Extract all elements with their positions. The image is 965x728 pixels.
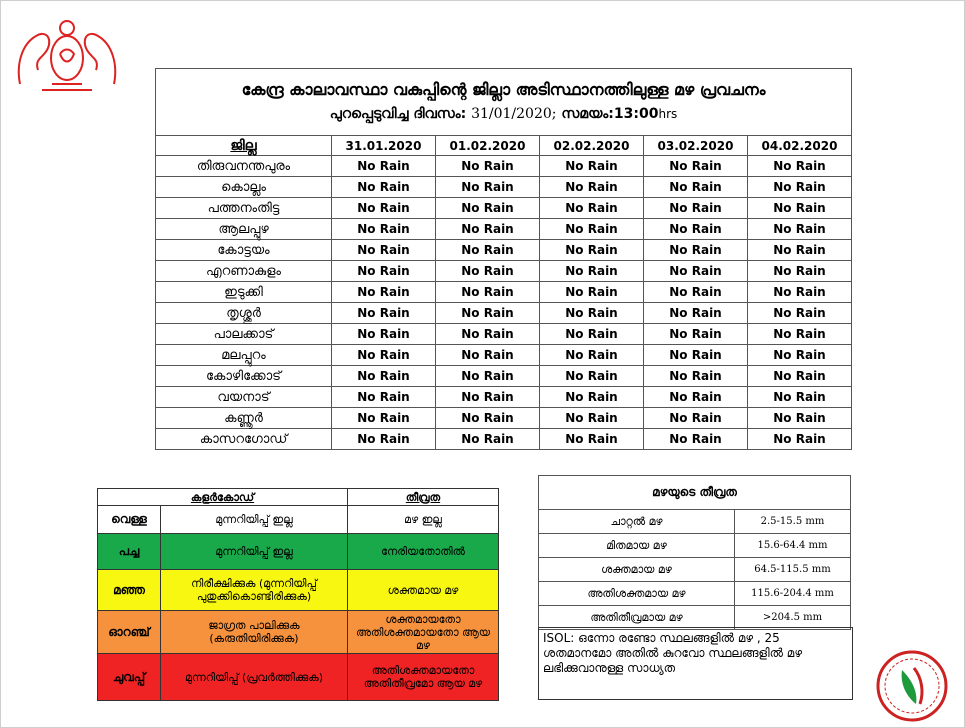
forecast-value: No Rain: [748, 324, 852, 345]
forecast-value: No Rain: [332, 366, 436, 387]
forecast-value: No Rain: [436, 303, 540, 324]
forecast-value: No Rain: [540, 240, 644, 261]
forecast-value: No Rain: [332, 408, 436, 429]
forecast-value: No Rain: [644, 408, 748, 429]
forecast-row: [156, 366, 852, 387]
forecast-value: No Rain: [748, 219, 852, 240]
forecast-value: No Rain: [540, 198, 644, 219]
forecast-value: No Rain: [436, 387, 540, 408]
intensity-range: 15.6-64.4 mm: [735, 534, 851, 558]
forecast-value: No Rain: [540, 324, 644, 345]
forecast-table: [155, 68, 852, 450]
forecast-value: No Rain: [644, 240, 748, 261]
forecast-header-row: [156, 136, 852, 156]
forecast-value: No Rain: [644, 324, 748, 345]
forecast-value: No Rain: [748, 240, 852, 261]
severity-header: തീവ്രത: [348, 489, 499, 506]
district-name: കണ്ണൂർ: [156, 408, 332, 429]
intensity-row: [539, 534, 851, 558]
forecast-row: [156, 219, 852, 240]
district-name: ഇടുക്കി: [156, 282, 332, 303]
color-row-yellow: [98, 570, 499, 611]
forecast-value: No Rain: [332, 324, 436, 345]
intensity-label: ശക്തമായ മഴ: [539, 558, 735, 582]
forecast-value: No Rain: [540, 156, 644, 177]
color-name: പച്ച: [98, 534, 161, 570]
color-meaning: ജാഗ്രത പാലിക്കുക (കരുതിയിരിക്കുക): [161, 611, 348, 654]
forecast-value: No Rain: [436, 345, 540, 366]
color-row-orange: [98, 611, 499, 654]
forecast-value: No Rain: [748, 408, 852, 429]
color-code-table: [97, 488, 499, 701]
color-name: ചുവപ്പ്: [98, 654, 161, 701]
forecast-row: [156, 345, 852, 366]
intensity-table: [538, 475, 851, 630]
forecast-value: No Rain: [332, 261, 436, 282]
district-name: തൃശ്ശൂർ: [156, 303, 332, 324]
intensity-label: ചാറ്റൽ മഴ: [539, 510, 735, 534]
forecast-value: No Rain: [436, 156, 540, 177]
district-name: ആലപ്പുഴ: [156, 219, 332, 240]
intensity-range: 115.6-204.4 mm: [735, 582, 851, 606]
date-column-header: 01.02.2020: [436, 136, 540, 156]
time-unit: hrs: [658, 107, 678, 121]
forecast-value: No Rain: [644, 219, 748, 240]
forecast-value: No Rain: [332, 282, 436, 303]
forecast-value: No Rain: [540, 219, 644, 240]
intensity-label: മിതമായ മഴ: [539, 534, 735, 558]
district-column-header: ജില്ല: [156, 136, 332, 156]
issued-line: [156, 102, 851, 126]
date-column-header: 03.02.2020: [644, 136, 748, 156]
intensity-row: [539, 558, 851, 582]
forecast-row: [156, 303, 852, 324]
forecast-value: No Rain: [748, 198, 852, 219]
color-meaning: മുന്നറിയിപ്പ് (പ്രവർത്തിക്കുക): [161, 654, 348, 701]
intensity-range: 64.5-115.5 mm: [735, 558, 851, 582]
district-name: കൊല്ലം: [156, 177, 332, 198]
color-row-green: [98, 534, 499, 570]
intensity-row: [539, 606, 851, 630]
forecast-row: [156, 282, 852, 303]
forecast-value: No Rain: [436, 240, 540, 261]
issued-date: 31/01/2020;: [471, 106, 557, 122]
forecast-value: No Rain: [332, 156, 436, 177]
forecast-value: No Rain: [644, 282, 748, 303]
forecast-value: No Rain: [436, 429, 540, 450]
color-meaning: മുന്നറിയിപ്പ് ഇല്ല: [161, 506, 348, 534]
forecast-value: No Rain: [644, 345, 748, 366]
forecast-value: No Rain: [644, 429, 748, 450]
intensity-row: [539, 582, 851, 606]
forecast-value: No Rain: [748, 345, 852, 366]
forecast-value: No Rain: [748, 387, 852, 408]
forecast-value: No Rain: [436, 408, 540, 429]
isol-note: ISOL: ഒന്നോ രണ്ടോ സ്ഥലങ്ങളിൽ മഴ , 25 ശതമാനമോ അതിൽ കുറവോ സ്ഥലങ്ങളിൽ മഴ ലഭിക്കുവാനുള്ള സാധ്യത: [538, 627, 853, 700]
color-row-white: [98, 506, 499, 534]
color-name: മഞ്ഞ: [98, 570, 161, 611]
forecast-row: [156, 198, 852, 219]
forecast-value: No Rain: [436, 219, 540, 240]
forecast-value: No Rain: [748, 177, 852, 198]
district-name: കോഴിക്കോട്: [156, 366, 332, 387]
forecast-value: No Rain: [644, 303, 748, 324]
color-name: വെള്ള: [98, 506, 161, 534]
district-name: വയനാട്: [156, 387, 332, 408]
district-name: കോട്ടയം: [156, 240, 332, 261]
forecast-value: No Rain: [644, 366, 748, 387]
district-name: കാസറഗോഡ്: [156, 429, 332, 450]
date-column-header: 31.01.2020: [332, 136, 436, 156]
forecast-value: No Rain: [436, 177, 540, 198]
color-severity: ശക്തമായതോ അതിശക്തമായതോ ആയ മഴ: [348, 611, 499, 654]
forecast-value: No Rain: [748, 366, 852, 387]
forecast-value: No Rain: [644, 261, 748, 282]
forecast-value: No Rain: [644, 387, 748, 408]
color-code-header: കളർകോഡ്: [98, 489, 348, 506]
forecast-row: [156, 156, 852, 177]
forecast-value: No Rain: [436, 198, 540, 219]
forecast-value: No Rain: [540, 366, 644, 387]
time-value: 13:00: [613, 106, 659, 122]
forecast-value: No Rain: [332, 198, 436, 219]
color-meaning: നിരീക്ഷിക്കുക (മുന്നറിയിപ്പ് പുതുക്കികൊണ്ടിരിക്കുക): [161, 570, 348, 611]
time-label: സമയം:: [561, 106, 614, 122]
forecast-value: No Rain: [540, 408, 644, 429]
forecast-value: No Rain: [436, 261, 540, 282]
forecast-value: No Rain: [540, 177, 644, 198]
color-severity: നേരിയതോതിൽ: [348, 534, 499, 570]
page-title: കേന്ദ്ര കാലാവസ്ഥാ വകുപ്പിന്റെ ജില്ലാ അടിസ്ഥാനത്തിലുള്ള മഴ പ്രവചനം: [241, 80, 766, 99]
forecast-value: No Rain: [748, 303, 852, 324]
color-row-red: [98, 654, 499, 701]
forecast-row: [156, 429, 852, 450]
district-name: തിരുവനന്തപുരം: [156, 156, 332, 177]
district-name: എറണാകുളം: [156, 261, 332, 282]
forecast-value: No Rain: [332, 345, 436, 366]
forecast-value: No Rain: [748, 156, 852, 177]
forecast-value: No Rain: [332, 429, 436, 450]
intensity-label: അതിശക്തമായ മഴ: [539, 582, 735, 606]
forecast-value: No Rain: [748, 429, 852, 450]
forecast-value: No Rain: [332, 240, 436, 261]
color-meaning: മുന്നറിയിപ്പ് ഇല്ല: [161, 534, 348, 570]
forecast-value: No Rain: [436, 282, 540, 303]
forecast-row: [156, 240, 852, 261]
intensity-title: മഴയുടെ തീവ്രത: [539, 476, 851, 510]
forecast-row: [156, 177, 852, 198]
forecast-row: [156, 408, 852, 429]
forecast-row: [156, 387, 852, 408]
color-name: ഓറഞ്ച്: [98, 611, 161, 654]
forecast-value: No Rain: [436, 324, 540, 345]
forecast-value: No Rain: [436, 366, 540, 387]
color-severity: മഴ ഇല്ല: [348, 506, 499, 534]
forecast-value: No Rain: [332, 303, 436, 324]
intensity-range: >204.5 mm: [735, 606, 851, 630]
forecast-value: No Rain: [644, 156, 748, 177]
date-column-header: 04.02.2020: [748, 136, 852, 156]
forecast-value: No Rain: [540, 303, 644, 324]
district-name: പത്തനംതിട്ട: [156, 198, 332, 219]
color-severity: ശക്തമായ മഴ: [348, 570, 499, 611]
forecast-value: No Rain: [748, 261, 852, 282]
intensity-label: അതിതീവ്രമായ മഴ: [539, 606, 735, 630]
forecast-row: [156, 261, 852, 282]
forecast-value: No Rain: [540, 429, 644, 450]
forecast-row: [156, 324, 852, 345]
color-severity: അതിശക്തമായതോ അതിതീവ്രമോ ആയ മഴ: [348, 654, 499, 701]
date-column-header: 02.02.2020: [540, 136, 644, 156]
forecast-value: No Rain: [644, 198, 748, 219]
forecast-value: No Rain: [540, 345, 644, 366]
kerala-emblem-logo: [12, 14, 122, 96]
ksdma-logo: [872, 648, 952, 724]
forecast-value: No Rain: [748, 282, 852, 303]
forecast-title-cell: [156, 69, 852, 136]
forecast-value: No Rain: [540, 261, 644, 282]
forecast-value: No Rain: [332, 177, 436, 198]
forecast-value: No Rain: [540, 387, 644, 408]
forecast-value: No Rain: [540, 282, 644, 303]
intensity-range: 2.5-15.5 mm: [735, 510, 851, 534]
district-name: മലപ്പുറം: [156, 345, 332, 366]
forecast-value: No Rain: [332, 219, 436, 240]
intensity-row: [539, 510, 851, 534]
forecast-value: No Rain: [332, 387, 436, 408]
forecast-value: No Rain: [644, 177, 748, 198]
issued-label: പുറപ്പെടുവിച്ച ദിവസം:: [329, 106, 467, 122]
district-name: പാലക്കാട്: [156, 324, 332, 345]
